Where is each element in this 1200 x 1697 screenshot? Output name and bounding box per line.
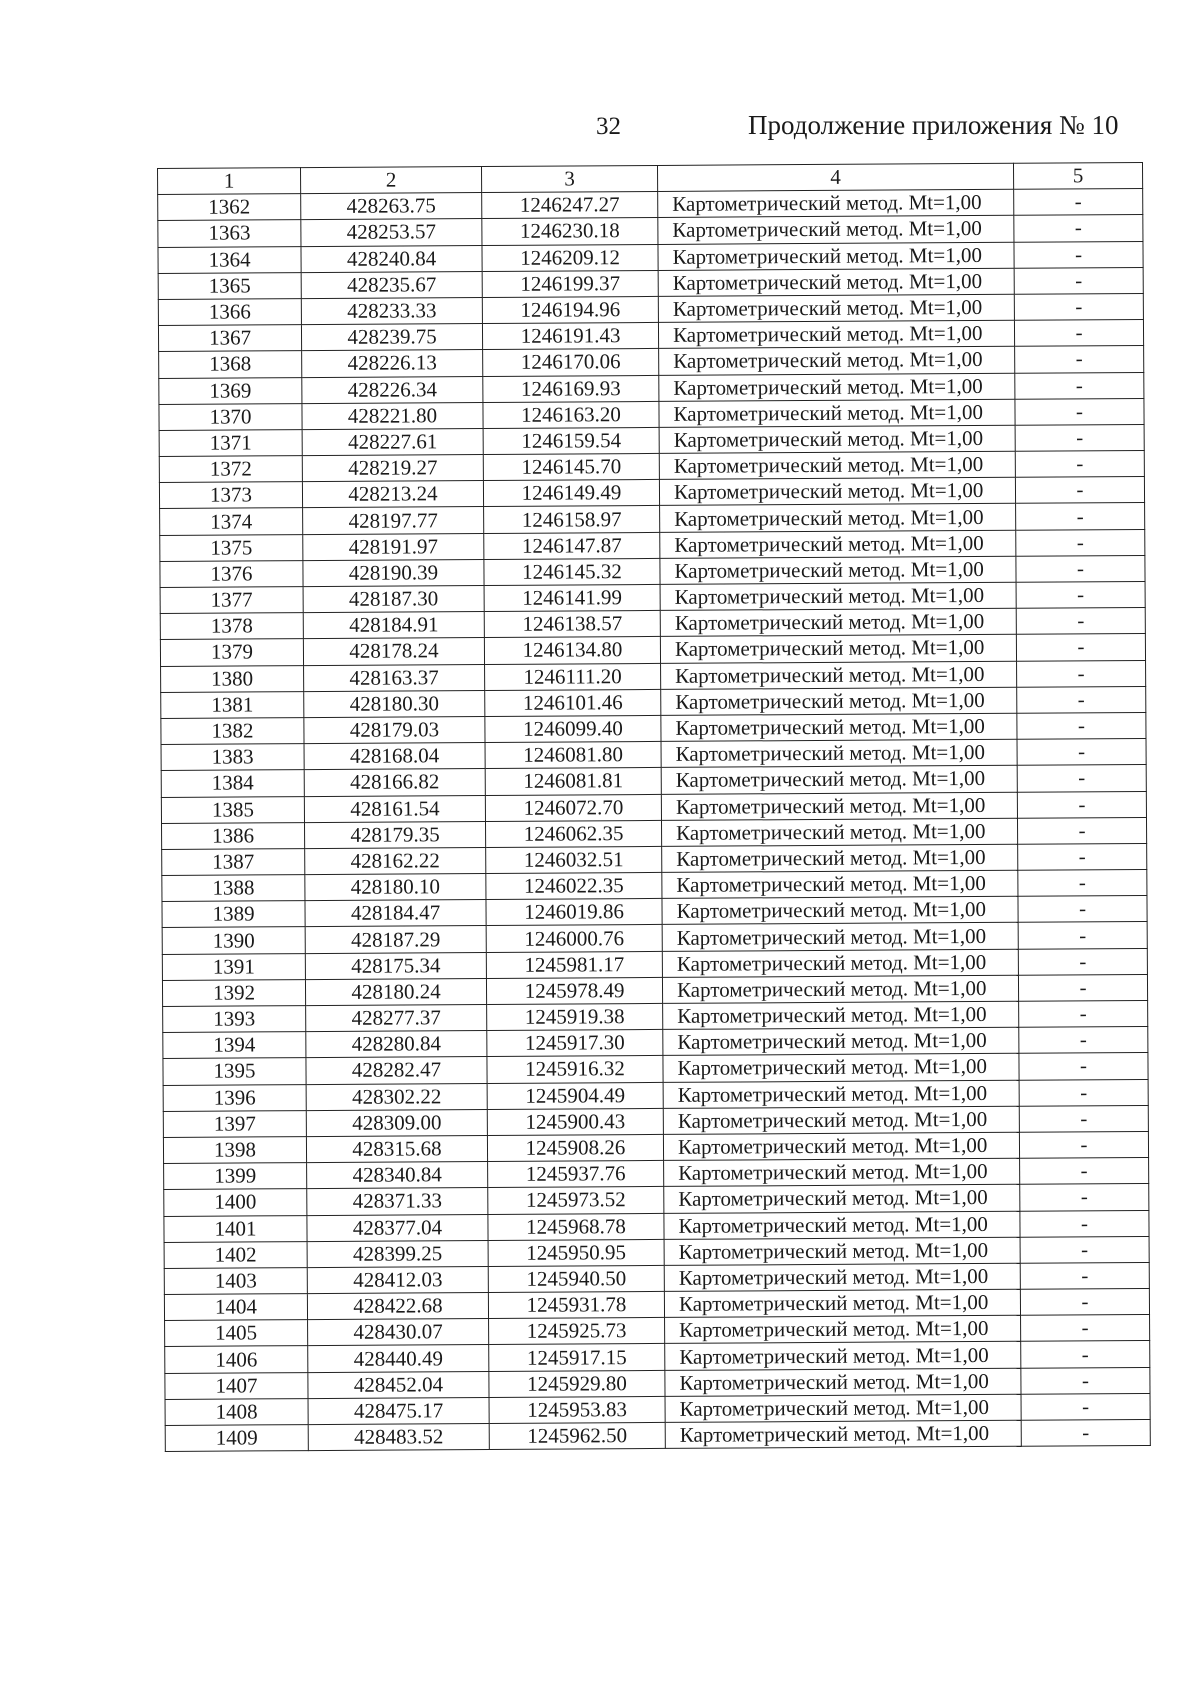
- point-number-cell: 1364: [158, 246, 301, 273]
- method-cell: Картометрический метод. Mt=1,00: [658, 320, 1014, 348]
- y-coordinate-cell: 1245950.95: [488, 1239, 664, 1266]
- note-cell: -: [1021, 1367, 1150, 1394]
- x-coordinate-cell: 428184.91: [303, 612, 484, 639]
- y-coordinate-cell: 1246163.20: [483, 401, 659, 428]
- note-cell: -: [1015, 451, 1144, 478]
- note-cell: -: [1021, 1315, 1150, 1342]
- x-coordinate-cell: 428187.30: [303, 586, 484, 613]
- column-header-3: 3: [481, 165, 657, 192]
- method-cell: Картометрический метод. Mt=1,00: [661, 739, 1017, 767]
- x-coordinate-cell: 428422.68: [307, 1293, 488, 1320]
- x-coordinate-cell: 428282.47: [306, 1057, 487, 1084]
- y-coordinate-cell: 1246111.20: [485, 663, 661, 690]
- y-coordinate-cell: 1246101.46: [485, 689, 661, 716]
- method-cell: Картометрический метод. Mt=1,00: [663, 1106, 1019, 1134]
- note-cell: -: [1017, 739, 1146, 766]
- x-coordinate-cell: 428175.34: [305, 952, 486, 979]
- point-number-cell: 1381: [161, 691, 304, 718]
- note-cell: -: [1018, 922, 1147, 949]
- point-number-cell: 1405: [165, 1320, 308, 1347]
- y-coordinate-cell: 1246000.76: [486, 925, 662, 952]
- y-coordinate-cell: 1246209.12: [482, 244, 658, 271]
- method-cell: Картометрический метод. Mt=1,00: [661, 713, 1017, 741]
- y-coordinate-cell: 1246159.54: [483, 427, 659, 454]
- x-coordinate-cell: 428280.84: [306, 1031, 487, 1058]
- point-number-cell: 1388: [162, 875, 305, 902]
- note-cell: -: [1014, 215, 1143, 242]
- y-coordinate-cell: 1246032.51: [486, 846, 662, 873]
- y-coordinate-cell: 1245978.49: [486, 977, 662, 1004]
- point-number-cell: 1398: [163, 1137, 306, 1164]
- x-coordinate-cell: 428187.29: [305, 926, 486, 953]
- x-coordinate-cell: 428178.24: [303, 638, 484, 665]
- y-coordinate-cell: 1246072.70: [485, 794, 661, 821]
- point-number-cell: 1390: [162, 927, 305, 954]
- point-number-cell: 1376: [160, 560, 303, 587]
- coordinates-table: [157, 162, 1151, 1452]
- point-number-cell: 1409: [165, 1425, 308, 1452]
- x-coordinate-cell: 428168.04: [304, 743, 485, 770]
- x-coordinate-cell: 428190.39: [303, 559, 484, 586]
- method-cell: Картометрический метод. Mt=1,00: [659, 399, 1015, 427]
- method-cell: Картометрический метод. Mt=1,00: [661, 792, 1017, 820]
- note-cell: -: [1019, 1105, 1148, 1132]
- note-cell: -: [1016, 634, 1145, 661]
- method-cell: Картометрический метод. Mt=1,00: [665, 1315, 1021, 1343]
- x-coordinate-cell: 428371.33: [307, 1188, 488, 1215]
- note-cell: -: [1020, 1210, 1149, 1237]
- note-cell: -: [1015, 346, 1144, 373]
- method-cell: Картометрический метод. Mt=1,00: [662, 923, 1018, 951]
- note-cell: -: [1021, 1341, 1150, 1368]
- x-coordinate-cell: 428197.77: [303, 507, 484, 534]
- method-cell: Картометрический метод. Mt=1,00: [658, 294, 1014, 322]
- method-cell: Картометрический метод. Mt=1,00: [662, 870, 1018, 898]
- x-coordinate-cell: 428377.04: [307, 1214, 488, 1241]
- point-number-cell: 1407: [165, 1372, 308, 1399]
- x-coordinate-cell: 428179.35: [304, 821, 485, 848]
- note-cell: -: [1019, 1131, 1148, 1158]
- point-number-cell: 1387: [162, 848, 305, 875]
- x-coordinate-cell: 428179.03: [304, 716, 485, 743]
- note-cell: -: [1014, 293, 1143, 320]
- y-coordinate-cell: 1246134.80: [484, 637, 660, 664]
- x-coordinate-cell: 428162.22: [305, 847, 486, 874]
- y-coordinate-cell: 1245904.49: [487, 1082, 663, 1109]
- y-coordinate-cell: 1246062.35: [485, 820, 661, 847]
- point-number-cell: 1382: [161, 718, 304, 745]
- y-coordinate-cell: 1246158.97: [484, 506, 660, 533]
- y-coordinate-cell: 1245925.73: [489, 1318, 665, 1345]
- y-coordinate-cell: 1245937.76: [488, 1161, 664, 1188]
- method-cell: Картометрический метод. Mt=1,00: [659, 451, 1015, 479]
- point-number-cell: 1378: [160, 613, 303, 640]
- note-cell: -: [1016, 608, 1145, 635]
- method-cell: Картометрический метод. Mt=1,00: [665, 1420, 1021, 1448]
- method-cell: Картометрический метод. Mt=1,00: [659, 478, 1015, 506]
- note-cell: -: [1019, 1053, 1148, 1080]
- y-coordinate-cell: 1245917.15: [489, 1344, 665, 1371]
- point-number-cell: 1389: [162, 901, 305, 928]
- y-coordinate-cell: 1246099.40: [485, 715, 661, 742]
- appendix-continuation-header: Продолжение приложения № 10: [748, 110, 1119, 140]
- note-cell: -: [1014, 241, 1143, 268]
- y-coordinate-cell: 1246169.93: [483, 375, 659, 402]
- y-coordinate-cell: 1245929.80: [489, 1370, 665, 1397]
- point-number-cell: 1379: [160, 639, 303, 666]
- method-cell: Картометрический метод. Mt=1,00: [662, 897, 1018, 925]
- y-coordinate-cell: 1246230.18: [482, 218, 658, 245]
- method-cell: Картометрический метод. Mt=1,00: [659, 425, 1015, 453]
- note-cell: -: [1018, 948, 1147, 975]
- method-cell: Картометрический метод. Mt=1,00: [665, 1368, 1021, 1396]
- note-cell: -: [1016, 503, 1145, 530]
- x-coordinate-cell: 428191.97: [303, 533, 484, 560]
- note-cell: -: [1020, 1158, 1149, 1185]
- point-number-cell: 1368: [159, 351, 302, 378]
- x-coordinate-cell: 428227.61: [302, 428, 483, 455]
- y-coordinate-cell: 1246147.87: [484, 532, 660, 559]
- note-cell: -: [1015, 372, 1144, 399]
- y-coordinate-cell: 1245916.32: [487, 1056, 663, 1083]
- note-cell: -: [1021, 1393, 1150, 1420]
- point-number-cell: 1394: [163, 1032, 306, 1059]
- x-coordinate-cell: 428161.54: [304, 795, 485, 822]
- y-coordinate-cell: 1245981.17: [486, 951, 662, 978]
- x-coordinate-cell: 428483.52: [308, 1423, 489, 1450]
- note-cell: -: [1014, 189, 1143, 216]
- y-coordinate-cell: 1245919.38: [487, 1003, 663, 1030]
- point-number-cell: 1392: [162, 979, 305, 1006]
- point-number-cell: 1399: [164, 1163, 307, 1190]
- method-cell: Картометрический метод. Mt=1,00: [660, 556, 1016, 584]
- y-coordinate-cell: 1246199.37: [482, 270, 658, 297]
- y-coordinate-cell: 1246081.80: [485, 742, 661, 769]
- method-cell: Картометрический метод. Mt=1,00: [662, 949, 1018, 977]
- method-cell: Картометрический метод. Mt=1,00: [663, 1001, 1019, 1029]
- y-coordinate-cell: 1245908.26: [487, 1134, 663, 1161]
- point-number-cell: 1363: [158, 220, 301, 247]
- point-number-cell: 1391: [162, 953, 305, 980]
- point-number-cell: 1383: [161, 744, 304, 771]
- y-coordinate-cell: 1245953.83: [489, 1396, 665, 1423]
- x-coordinate-cell: 428302.22: [306, 1083, 487, 1110]
- point-number-cell: 1396: [163, 1084, 306, 1111]
- column-header-1: 1: [158, 168, 301, 195]
- y-coordinate-cell: 1246138.57: [484, 611, 660, 638]
- x-coordinate-cell: 428263.75: [301, 193, 482, 220]
- method-cell: Картометрический метод. Mt=1,00: [664, 1185, 1020, 1213]
- x-coordinate-cell: 428309.00: [306, 1109, 487, 1136]
- y-coordinate-cell: 1245917.30: [487, 1030, 663, 1057]
- y-coordinate-cell: 1245931.78: [488, 1291, 664, 1318]
- method-cell: Картометрический метод. Mt=1,00: [661, 818, 1017, 846]
- method-cell: Картометрический метод. Mt=1,00: [662, 975, 1018, 1003]
- note-cell: -: [1018, 896, 1147, 923]
- point-number-cell: 1400: [164, 1189, 307, 1216]
- y-coordinate-cell: 1246019.86: [486, 899, 662, 926]
- method-cell: Картометрический метод. Mt=1,00: [664, 1263, 1020, 1291]
- point-number-cell: 1373: [159, 482, 302, 509]
- x-coordinate-cell: 428452.04: [308, 1371, 489, 1398]
- y-coordinate-cell: 1246170.06: [483, 349, 659, 376]
- note-cell: -: [1020, 1236, 1149, 1263]
- point-number-cell: 1370: [159, 403, 302, 430]
- point-number-cell: 1377: [160, 587, 303, 614]
- y-coordinate-cell: 1246145.70: [483, 453, 659, 480]
- note-cell: -: [1017, 660, 1146, 687]
- point-number-cell: 1404: [164, 1294, 307, 1321]
- note-cell: -: [1015, 477, 1144, 504]
- method-cell: Картометрический метод. Mt=1,00: [663, 1132, 1019, 1160]
- x-coordinate-cell: 428163.37: [304, 664, 485, 691]
- point-number-cell: 1384: [161, 770, 304, 797]
- method-cell: Картометрический метод. Mt=1,00: [661, 661, 1017, 689]
- note-cell: -: [1020, 1289, 1149, 1316]
- x-coordinate-cell: 428235.67: [301, 271, 482, 298]
- point-number-cell: 1403: [164, 1267, 307, 1294]
- x-coordinate-cell: 428213.24: [302, 481, 483, 508]
- x-coordinate-cell: 428226.34: [302, 376, 483, 403]
- x-coordinate-cell: 428430.07: [308, 1319, 489, 1346]
- x-coordinate-cell: 428219.27: [302, 455, 483, 482]
- y-coordinate-cell: 1246194.96: [482, 296, 658, 323]
- note-cell: -: [1017, 817, 1146, 844]
- point-number-cell: 1406: [165, 1346, 308, 1373]
- method-cell: Картометрический метод. Mt=1,00: [660, 635, 1016, 663]
- method-cell: Картометрический метод. Mt=1,00: [663, 1027, 1019, 1055]
- point-number-cell: 1395: [163, 1058, 306, 1085]
- method-cell: Картометрический метод. Mt=1,00: [660, 530, 1016, 558]
- point-number-cell: 1408: [165, 1398, 308, 1425]
- point-number-cell: 1372: [159, 456, 302, 483]
- x-coordinate-cell: 428226.13: [302, 350, 483, 377]
- method-cell: Картометрический метод. Mt=1,00: [664, 1158, 1020, 1186]
- method-cell: Картометрический метод. Mt=1,00: [659, 347, 1015, 375]
- point-number-cell: 1366: [158, 299, 301, 326]
- note-cell: -: [1021, 1419, 1150, 1446]
- x-coordinate-cell: 428233.33: [301, 297, 482, 324]
- point-number-cell: 1397: [163, 1110, 306, 1137]
- y-coordinate-cell: 1245940.50: [488, 1265, 664, 1292]
- method-cell: Картометрический метод. Mt=1,00: [658, 268, 1014, 296]
- method-cell: Картометрический метод. Mt=1,00: [660, 582, 1016, 610]
- point-number-cell: 1402: [164, 1241, 307, 1268]
- y-coordinate-cell: 1245973.52: [488, 1187, 664, 1214]
- method-cell: Картометрический метод. Mt=1,00: [660, 504, 1016, 532]
- x-coordinate-cell: 428399.25: [307, 1240, 488, 1267]
- point-number-cell: 1369: [159, 377, 302, 404]
- method-cell: Картометрический метод. Mt=1,00: [658, 216, 1014, 244]
- method-cell: Картометрический метод. Mt=1,00: [664, 1237, 1020, 1265]
- note-cell: -: [1017, 686, 1146, 713]
- note-cell: -: [1020, 1262, 1149, 1289]
- note-cell: -: [1019, 1027, 1148, 1054]
- point-number-cell: 1374: [160, 508, 303, 535]
- point-number-cell: 1385: [161, 796, 304, 823]
- x-coordinate-cell: 428253.57: [301, 219, 482, 246]
- column-header-2: 2: [301, 167, 482, 194]
- x-coordinate-cell: 428412.03: [307, 1266, 488, 1293]
- note-cell: -: [1015, 398, 1144, 425]
- point-number-cell: 1365: [158, 272, 301, 299]
- table-body: [158, 189, 1151, 1452]
- y-coordinate-cell: 1246247.27: [482, 192, 658, 219]
- x-coordinate-cell: 428180.24: [305, 978, 486, 1005]
- note-cell: -: [1016, 581, 1145, 608]
- note-cell: -: [1018, 843, 1147, 870]
- point-number-cell: 1386: [162, 822, 305, 849]
- x-coordinate-cell: 428221.80: [302, 402, 483, 429]
- method-cell: Картометрический метод. Mt=1,00: [665, 1394, 1021, 1422]
- x-coordinate-cell: 428277.37: [306, 1005, 487, 1032]
- y-coordinate-cell: 1245962.50: [489, 1422, 665, 1449]
- x-coordinate-cell: 428180.10: [305, 874, 486, 901]
- y-coordinate-cell: 1246081.81: [485, 768, 661, 795]
- method-cell: Картометрический метод. Mt=1,00: [658, 189, 1014, 217]
- method-cell: Картометрический метод. Mt=1,00: [664, 1289, 1020, 1317]
- y-coordinate-cell: 1245900.43: [487, 1108, 663, 1135]
- x-coordinate-cell: 428184.47: [305, 900, 486, 927]
- method-cell: Картометрический метод. Mt=1,00: [661, 687, 1017, 715]
- column-header-5: 5: [1013, 162, 1142, 189]
- x-coordinate-cell: 428440.49: [308, 1345, 489, 1372]
- x-coordinate-cell: 428315.68: [306, 1135, 487, 1162]
- note-cell: -: [1020, 1184, 1149, 1211]
- point-number-cell: 1362: [158, 194, 301, 221]
- method-cell: Картометрический метод. Mt=1,00: [664, 1211, 1020, 1239]
- note-cell: -: [1019, 1079, 1148, 1106]
- point-number-cell: 1367: [158, 325, 301, 352]
- method-cell: Картометрический метод. Mt=1,00: [662, 844, 1018, 872]
- note-cell: -: [1014, 320, 1143, 347]
- table-row: [165, 1419, 1150, 1451]
- y-coordinate-cell: 1246141.99: [484, 584, 660, 611]
- y-coordinate-cell: 1246149.49: [483, 480, 659, 507]
- note-cell: -: [1017, 712, 1146, 739]
- method-cell: Картометрический метод. Mt=1,00: [663, 1080, 1019, 1108]
- point-number-cell: 1380: [161, 665, 304, 692]
- method-cell: Картометрический метод. Mt=1,00: [663, 1054, 1019, 1082]
- x-coordinate-cell: 428240.84: [301, 245, 482, 272]
- x-coordinate-cell: 428475.17: [308, 1397, 489, 1424]
- method-cell: Картометрический метод. Mt=1,00: [660, 608, 1016, 636]
- method-cell: Картометрический метод. Mt=1,00: [658, 242, 1014, 270]
- y-coordinate-cell: 1245968.78: [488, 1213, 664, 1240]
- x-coordinate-cell: 428180.30: [304, 690, 485, 717]
- point-number-cell: 1371: [159, 429, 302, 456]
- note-cell: -: [1019, 1000, 1148, 1027]
- note-cell: -: [1018, 974, 1147, 1001]
- column-header-4: 4: [657, 163, 1013, 191]
- note-cell: -: [1016, 529, 1145, 556]
- x-coordinate-cell: 428239.75: [301, 324, 482, 351]
- y-coordinate-cell: 1246145.32: [484, 558, 660, 585]
- note-cell: -: [1016, 555, 1145, 582]
- point-number-cell: 1401: [164, 1215, 307, 1242]
- y-coordinate-cell: 1246022.35: [486, 872, 662, 899]
- x-coordinate-cell: 428166.82: [304, 769, 485, 796]
- page-number: 32: [596, 113, 621, 140]
- method-cell: Картометрический метод. Mt=1,00: [661, 766, 1017, 794]
- note-cell: -: [1014, 267, 1143, 294]
- method-cell: Картометрический метод. Mt=1,00: [659, 373, 1015, 401]
- point-number-cell: 1393: [163, 1006, 306, 1033]
- note-cell: -: [1015, 424, 1144, 451]
- method-cell: Картометрический метод. Mt=1,00: [665, 1342, 1021, 1370]
- y-coordinate-cell: 1246191.43: [482, 323, 658, 350]
- point-number-cell: 1375: [160, 534, 303, 561]
- note-cell: -: [1018, 870, 1147, 897]
- note-cell: -: [1017, 791, 1146, 818]
- note-cell: -: [1017, 765, 1146, 792]
- x-coordinate-cell: 428340.84: [307, 1162, 488, 1189]
